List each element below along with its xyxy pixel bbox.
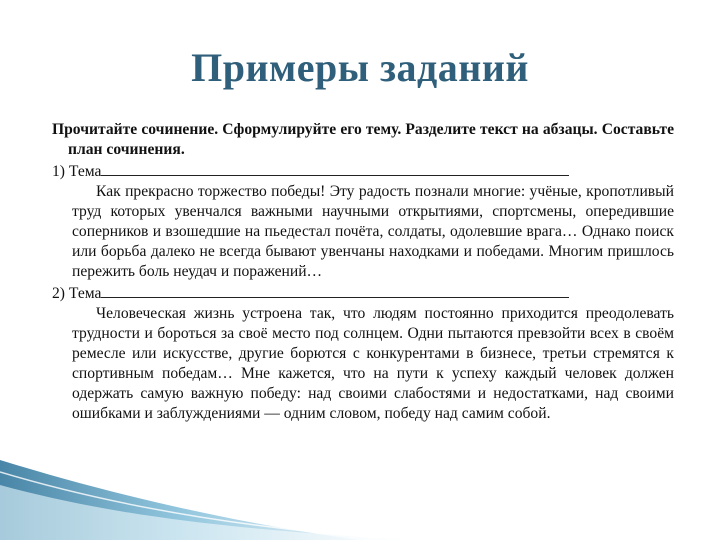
- task-item-1: [52, 160, 674, 182]
- answer-blank-1: [101, 160, 569, 176]
- decorative-wave-corner: [0, 430, 720, 540]
- task-item-1-label: 1) Тема: [52, 163, 102, 180]
- slide-title: Примеры заданий: [191, 45, 529, 90]
- task-item-2: [52, 282, 674, 304]
- task-instruction: Прочитайте сочинение. Сформулируйте его тему. Разделите текст на абзацы. Составьте план сочинения.: [52, 121, 674, 158]
- task-content: [52, 120, 674, 424]
- essay-paragraph-1: Как прекрасно торжество победы! Эту радость познали многие: учёные, кропотливый труд которых увенчался важными научными открытиями, спортсмены, опередившие соперников и взошедшие на пьедестал почёта, солдаты, одолевшие врага… Однако поиск или борьба далеко не всегда бывают увенчаны находками и победами. Многим пришлось пережить боль неудач и поражений…: [72, 183, 674, 280]
- answer-blank-2: [101, 282, 569, 298]
- essay-paragraph-2: Человеческая жизнь устроена так, что людям постоянно приходится преодолевать трудности и бороться за своё место под солнцем. Одни пытаются превзойти всех в своём ремесле или искусстве, другие борются с конкурентами в бизнесе, третьи стремятся к спортивным победам… Мне кажется, что на пути к успеху каждый человек должен одержать самую важную победу: над своими слабостями и недостатками, над своими ошибками и заблуждениями — одним словом, победу над самим собой.: [72, 305, 674, 422]
- task-item-2-label: 2) Тема: [52, 285, 102, 302]
